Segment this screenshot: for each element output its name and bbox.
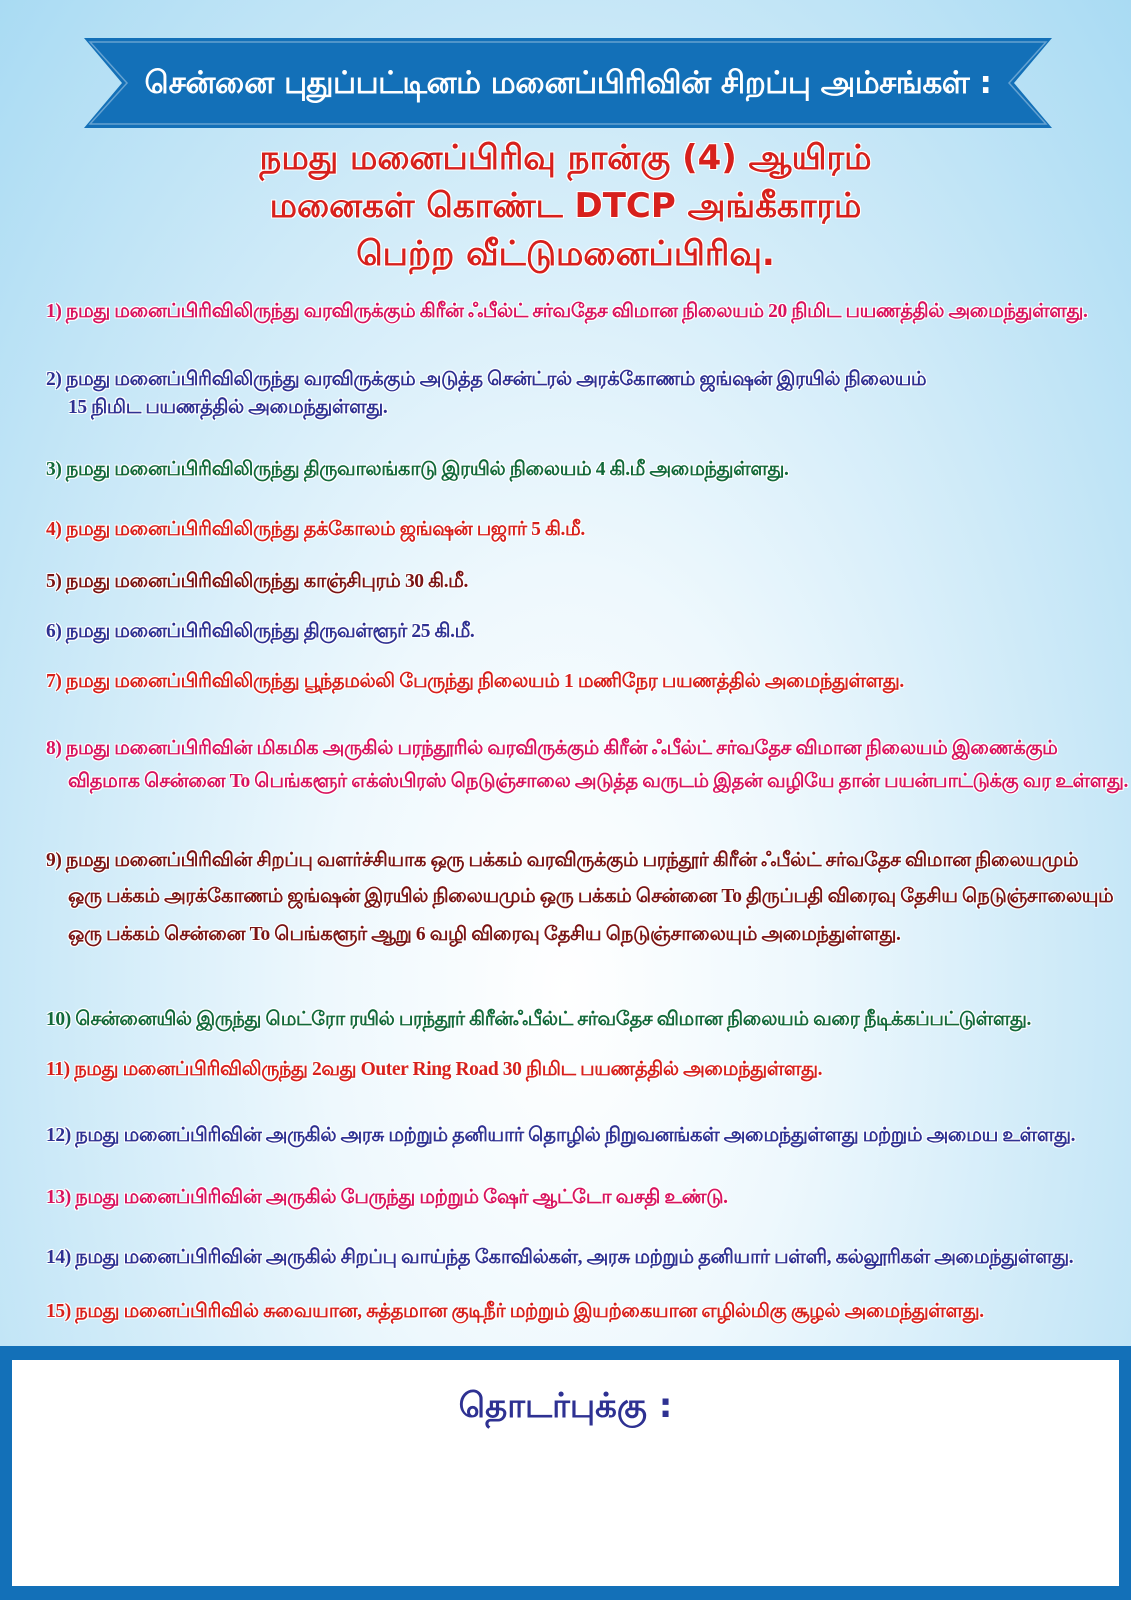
contact-box	[12, 1360, 1119, 1586]
feature-item-12	[46, 1122, 1106, 1149]
feature-line: 1) நமது மனைப்பிரிவிலிருந்து வரவிருக்கும் கிரீன் ஃபீல்ட் சர்வதேச விமான நிலையம் 20 நிமிட பயணத்தில் அமைந்துள்ளது.	[46, 301, 1088, 322]
feature-line: 15 நிமிட பயணத்தில் அமைந்துள்ளது.	[68, 397, 388, 418]
feature-item-1	[46, 298, 1106, 325]
feature-line: 13) நமது மனைப்பிரிவின் அருகில் பேருந்து மற்றும் ஷேர் ஆட்டோ வசதி உண்டு.	[46, 1187, 728, 1208]
feature-item-13	[46, 1184, 1106, 1211]
feature-line: 6) நமது மனைப்பிரிவிலிருந்து திருவள்ளூர் 25 கி.மீ.	[46, 621, 475, 642]
feature-line: 10) சென்னையில் இருந்து மெட்ரோ ரயில் பரந்தூர் கிரீன்ஃபீல்ட் சர்வதேச விமான நிலையம் வரை நீடிக்கப்பட்டுள்ளது.	[46, 1009, 1032, 1030]
contact-section	[0, 1346, 1131, 1600]
feature-item-14	[46, 1244, 1106, 1271]
feature-line: 4) நமது மனைப்பிரிவிலிருந்து தக்கோலம் ஜங்ஷன் பஜார் 5 கி.மீ.	[46, 519, 585, 540]
feature-line: 8) நமது மனைப்பிரிவின் மிகமிக அருகில் பரந்தூரில் வரவிருக்கும் கிரீன் ஃபீல்ட் சர்வதேச விமான நிலையம் இணைக்கும்	[46, 738, 1058, 759]
feature-line: 15) நமது மனைப்பிரிவில் சுவையான, சுத்தமான குடிநீர் மற்றும் இயற்கையான எழில்மிகு சூழல் அமைந்துள்ளது.	[46, 1301, 984, 1322]
feature-item-3	[46, 456, 1106, 483]
banner-title: சென்னை புதுப்பட்டினம் மனைப்பிரிவின் சிறப்பு அம்சங்கள் :	[144, 65, 992, 101]
feature-line: 14) நமது மனைப்பிரிவின் அருகில் சிறப்பு வாய்ந்த கோவில்கள், அரசு மற்றும் தனியார் பள்ளி, கல்லூரிகள் அமைந்துள்ளது.	[46, 1247, 1074, 1268]
feature-item-8	[46, 735, 1128, 802]
headline-line-1: நமது மனைப்பிரிவு நான்கு (4) ஆயிரம்	[259, 138, 872, 178]
feature-line: 7) நமது மனைப்பிரிவிலிருந்து பூந்தமல்லி பேருந்து நிலையம் 1 மணிநேர பயணத்தில் அமைந்துள்ளது.	[46, 671, 904, 692]
feature-line: ஒரு பக்கம் சென்னை To பெங்களூர் ஆறு 6 வழி விரைவு தேசிய நெடுஞ்சாலையும் அமைந்துள்ளது.	[68, 924, 901, 945]
feature-line: 3) நமது மனைப்பிரிவிலிருந்து திருவாலங்காடு இரயில் நிலையம் 4 கி.மீ அமைந்துள்ளது.	[46, 459, 789, 480]
feature-item-15	[46, 1298, 1106, 1325]
feature-line: 5) நமது மனைப்பிரிவிலிருந்து காஞ்சிபுரம் 30 கி.மீ.	[46, 571, 468, 592]
feature-line: 2) நமது மனைப்பிரிவிலிருந்து வரவிருக்கும் அடுத்த சென்ட்ரல் அரக்கோணம் ஜங்ஷன் இரயில் நிலையம்	[46, 369, 927, 390]
feature-line: 11) நமது மனைப்பிரிவிலிருந்து 2வது Outer Ring Road 30 நிமிட பயணத்தில் அமைந்துள்ளது.	[46, 1059, 823, 1080]
feature-item-5	[46, 568, 1106, 595]
feature-item-6	[46, 618, 1106, 645]
feature-line: ஒரு பக்கம் அரக்கோணம் ஜங்ஷன் இரயில் நிலையமும் ஒரு பக்கம் சென்னை To திருப்பதி விரைவு தேசிய நெடுஞ்சாலையும்	[68, 886, 1114, 907]
feature-item-7	[46, 668, 1106, 695]
feature-item-11	[46, 1056, 1106, 1083]
feature-line: 9) நமது மனைப்பிரிவின் சிறப்பு வளர்ச்சியாக ஒரு பக்கம் வரவிருக்கும் பரந்தூர் கிரீன் ஃபீல்ட் சர்வதேச விமான நிலையமும்	[46, 850, 1079, 871]
headline-line-3: பெற்ற வீட்டுமனைப்பிரிவு.	[356, 234, 775, 274]
feature-line: விதமாக சென்னை To பெங்களூர் எக்ஸ்பிரஸ் நெடுஞ்சாலை அடுத்த வருடம் இதன் வழியே தான் பயன்பாட்டுக்கு வர உள்ளது.	[68, 771, 1128, 792]
headline-line-2: மனைகள் கொண்ட DTCP அங்கீகாரம்	[269, 186, 862, 226]
feature-item-2	[46, 366, 1106, 423]
feature-item-9	[46, 847, 1114, 950]
feature-item-4	[46, 516, 1106, 543]
title-banner	[84, 38, 1052, 128]
contact-label: தொடர்புக்கு :	[458, 1386, 673, 1426]
feature-item-10	[46, 1006, 1106, 1033]
feature-line: 12) நமது மனைப்பிரிவின் அருகில் அரசு மற்றும் தனியார் தொழில் நிறுவனங்கள் அமைந்துள்ளது மற்றும் அமைய உள்ளது.	[46, 1125, 1076, 1146]
